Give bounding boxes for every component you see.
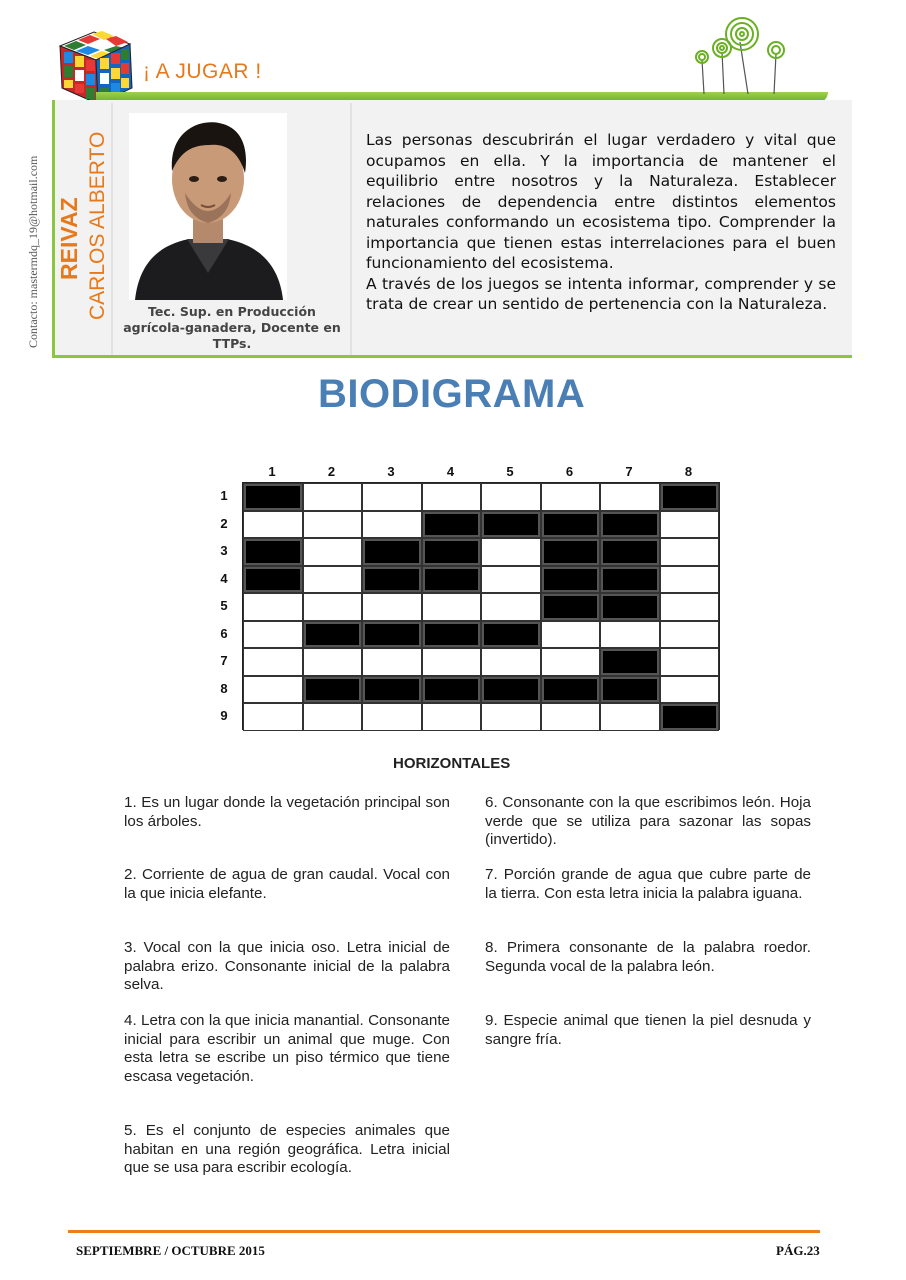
grid-cell-open[interactable] (243, 703, 303, 731)
grid-cell-blocked (243, 483, 303, 511)
clue-2: 2. Corriente de agua de gran caudal. Vocal con la que inicia elefante. (124, 866, 450, 902)
grid-column-label: 8 (684, 464, 693, 479)
grid-cell-blocked (600, 538, 660, 566)
grid-cell-open[interactable] (243, 593, 303, 621)
grid-cell-blocked (362, 621, 422, 649)
grid-cell-blocked (541, 538, 601, 566)
footer-issue: SEPTIEMBRE / OCTUBRE 2015 (76, 1243, 265, 1258)
clue-9: 9. Especie animal que tienen la piel desnuda y sangre fría. (485, 1012, 811, 1048)
author-contact: Contacto: mastermdq_19@hotmail.com (26, 155, 40, 348)
grid-cell-open[interactable] (541, 703, 601, 731)
grid-row-label: 6 (220, 625, 228, 641)
grid-row-label: 5 (220, 598, 228, 613)
author-first-name: CARLOS ALBERTO (86, 131, 109, 320)
grid-row-label: 7 (220, 653, 228, 668)
grid-cell-open[interactable] (481, 593, 541, 621)
grid-cell-blocked (362, 566, 422, 594)
grid-column-label: 4 (446, 464, 455, 479)
grid-cell-open[interactable] (481, 566, 541, 594)
grid-cell-blocked (600, 566, 660, 594)
puzzle-title: BIODIGRAMA (318, 372, 586, 416)
grid-cell-open[interactable] (660, 538, 720, 566)
grid-cell-open[interactable] (600, 621, 660, 649)
grid-cell-blocked (481, 621, 541, 649)
grid-cell-open[interactable] (303, 566, 363, 594)
grid-cell-open[interactable] (422, 703, 482, 731)
grid-row-label: 3 (220, 543, 228, 558)
grid-column-label: 7 (625, 464, 633, 479)
grid-cell-blocked (660, 483, 720, 511)
grid-column-label: 3 (387, 464, 395, 479)
clues-heading: HORIZONTALES (393, 755, 511, 772)
grid-cell-blocked (600, 511, 660, 539)
intro-paragraph-2: A través de los juegos se intenta informar, comprender y se trata de crear un sentido de pertenencia con la Naturaleza. (366, 274, 836, 313)
grid-cell-open[interactable] (422, 593, 482, 621)
grid-cell-open[interactable] (541, 621, 601, 649)
grid-cell-open[interactable] (660, 676, 720, 704)
grid-cell-open[interactable] (660, 566, 720, 594)
grid-cell-blocked (422, 621, 482, 649)
grid-cell-blocked (422, 676, 482, 704)
grid-cell-blocked (303, 621, 363, 649)
grid-cell-blocked (600, 593, 660, 621)
grid-cell-open[interactable] (541, 648, 601, 676)
grid-cell-open[interactable] (362, 703, 422, 731)
grid-cell-open[interactable] (600, 483, 660, 511)
grid-cell-blocked (422, 511, 482, 539)
grid-cell-open[interactable] (362, 511, 422, 539)
grid-column-label: 6 (565, 464, 574, 479)
grid-cell-open[interactable] (303, 593, 363, 621)
grid-cell-blocked (422, 538, 482, 566)
section-title: ¡ A JUGAR ! (143, 60, 262, 83)
grid-cell-open[interactable] (243, 676, 303, 704)
grid-cell-blocked (541, 593, 601, 621)
grid-cell-open[interactable] (243, 621, 303, 649)
grid-cell-blocked (303, 676, 363, 704)
grid-cell-blocked (243, 566, 303, 594)
clue-5: 5. Es el conjunto de especies animales que habitan en una región geográfica. Letra inicial que se usa para escribir ecología. (124, 1122, 450, 1176)
grid-cell-open[interactable] (422, 483, 482, 511)
grid-cell-open[interactable] (422, 648, 482, 676)
intro-text (366, 130, 836, 315)
grid-cell-open[interactable] (362, 648, 422, 676)
grid-row-label: 2 (220, 515, 228, 531)
trees-illustration (688, 12, 798, 96)
clue-1: 1. Es un lugar donde la vegetación principal son los árboles. (124, 794, 450, 830)
grid-cell-blocked (481, 676, 541, 704)
grid-cell-open[interactable] (243, 648, 303, 676)
clue-4: 4. Letra con la que inicia manantial. Consonante inicial para escribir un animal que muge. Con esta letra se escribe un piso térmico que tiene escasa vegetación. (124, 1012, 450, 1085)
author-surname: REIVAZ (56, 197, 82, 280)
crossword-grid (242, 482, 720, 730)
grid-cell-open[interactable] (303, 538, 363, 566)
grid-cell-blocked (660, 703, 720, 731)
grid-cell-open[interactable] (660, 511, 720, 539)
grid-cell-open[interactable] (303, 703, 363, 731)
grid-row-label: 9 (220, 708, 228, 723)
author-photo (129, 113, 287, 300)
grid-row-label: 1 (220, 488, 228, 503)
grid-cell-open[interactable] (303, 511, 363, 539)
grid-cell-blocked (600, 676, 660, 704)
grid-cell-open[interactable] (660, 648, 720, 676)
grid-row-label: 4 (220, 570, 228, 586)
grid-cell-blocked (600, 648, 660, 676)
clue-3: 3. Vocal con la que inicia oso. Letra inicial de palabra erizo. Consonante inicial de la palabra selva. (124, 939, 450, 993)
grid-cell-open[interactable] (481, 703, 541, 731)
grid-column-label: 1 (268, 464, 276, 479)
clue-6: 6. Consonante con la que escribimos león. Hoja verde que se utiliza para sazonar las sopas (invertido). (485, 794, 811, 848)
grid-column-label: 2 (327, 464, 336, 479)
author-caption: Tec. Sup. en Producción agrícola-ganadera, Docente en TTPs. (123, 304, 341, 351)
intro-paragraph-1: Las personas descubrirán el lugar verdadero y vital que ocupamos en ella. Y la importancia de mantener el equilibrio entre nosotros y la Naturaleza. Establecer relaciones de dependencia entre distintos elementos naturales conformando un ecosistema tipo. Comprender la importancia que tienen estas interrelaciones para el buen funcionamiento del ecosistema. (366, 131, 836, 272)
grid-cell-open[interactable] (600, 703, 660, 731)
footer-page-number: PÁG.23 (776, 1243, 820, 1258)
grid-cell-open[interactable] (362, 593, 422, 621)
grid-cell-blocked (362, 676, 422, 704)
grid-cell-blocked (243, 538, 303, 566)
clue-8: 8. Primera consonante de la palabra roedor. Segunda vocal de la palabra león. (485, 939, 811, 975)
grid-cell-blocked (481, 511, 541, 539)
clue-7: 7. Porción grande de agua que cubre parte de la tierra. Con esta letra inicia la palabra iguana. (485, 866, 811, 902)
grid-cell-blocked (541, 676, 601, 704)
grid-cell-blocked (541, 511, 601, 539)
grid-cell-open[interactable] (243, 511, 303, 539)
grid-cell-open[interactable] (541, 483, 601, 511)
grid-cell-blocked (422, 566, 482, 594)
grid-cell-open[interactable] (303, 483, 363, 511)
grid-cell-blocked (541, 566, 601, 594)
grid-cell-open[interactable] (303, 648, 363, 676)
grid-cell-open[interactable] (362, 483, 422, 511)
grid-cell-blocked (362, 538, 422, 566)
grid-cell-open[interactable] (660, 621, 720, 649)
grid-cell-open[interactable] (481, 483, 541, 511)
grid-row-label: 8 (220, 680, 228, 696)
grid-cell-open[interactable] (481, 648, 541, 676)
grid-cell-open[interactable] (660, 593, 720, 621)
grid-cell-open[interactable] (481, 538, 541, 566)
grid-column-label: 5 (506, 464, 514, 479)
footer-divider (68, 1230, 820, 1233)
